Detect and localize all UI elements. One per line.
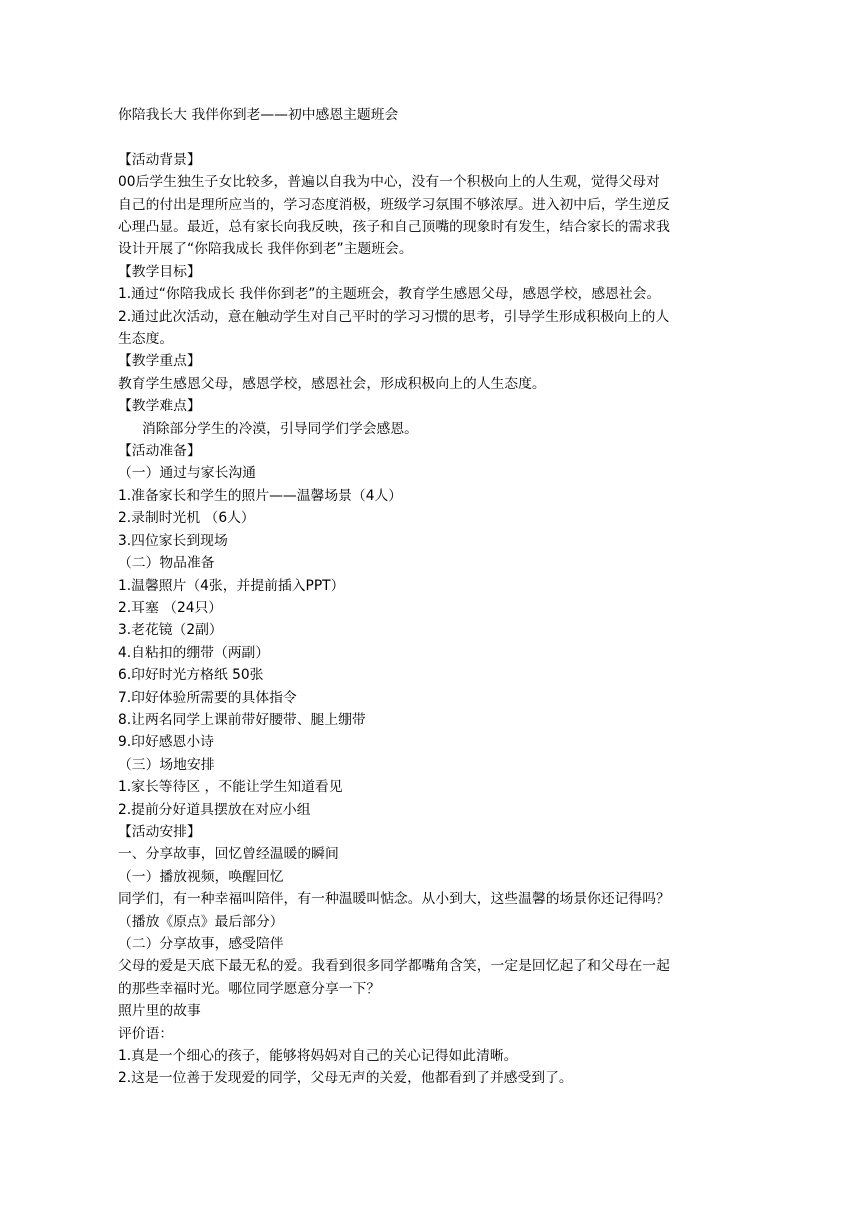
document-title: 你陪我长大 我伴你到老——初中感恩主题班会 bbox=[118, 107, 399, 123]
list-item: 9.印好感恩小诗 bbox=[118, 734, 214, 751]
list-item: 1.真是一个细心的孩子，能够将妈妈对自己的关心记得如此清晰。 bbox=[118, 1048, 518, 1065]
section-heading-preparation: 【活动准备】 bbox=[118, 443, 201, 460]
section-heading-key-points: 【教学重点】 bbox=[118, 353, 201, 370]
list-item: 7.印好体验所需要的具体指令 bbox=[118, 689, 297, 706]
paragraph-line: 心理凸显。最近，总有家长向我反映，孩子和自己顶嘴的现象时有发生，结合家长的需求我 bbox=[118, 219, 670, 236]
subsection-heading: （二）分享故事，感受陪伴 bbox=[118, 936, 284, 953]
paragraph-line: 同学们，有一种幸福叫陪伴，有一种温暖叫惦念。从小到大，这些温馨的场景你还记得吗？ bbox=[118, 891, 670, 908]
paragraph-line: 设计开展了“你陪我成长 我伴你到老”主题班会。 bbox=[118, 241, 413, 258]
section-heading-difficulties: 【教学难点】 bbox=[118, 398, 201, 415]
paragraph-line: 自己的付出是理所应当的，学习态度消极，班级学习氛围不够浓厚。进入初中后，学生逆反 bbox=[118, 196, 670, 213]
paragraph-line: （播放《原点》最后部分） bbox=[118, 913, 284, 930]
blank-line bbox=[118, 126, 742, 148]
list-item: 2.录制时光机 （6人） bbox=[118, 510, 255, 527]
list-item: 4.自粘扣的绷带（两副） bbox=[118, 644, 270, 661]
subsection-heading: （一）播放视频，唤醒回忆 bbox=[118, 868, 284, 885]
list-item: 2.耳塞 （24只） bbox=[118, 599, 223, 616]
paragraph-line: 教育学生感恩父母，感恩学校，感恩社会，形成积极向上的人生态度。 bbox=[118, 375, 546, 392]
paragraph-line: 的那些幸福时光。哪位同学愿意分享一下？ bbox=[118, 980, 381, 997]
paragraph-line: 父母的爱是天底下最无私的爱。我看到很多同学都嘴角含笑，一定是回忆起了和父母在一起 bbox=[118, 958, 670, 975]
section-heading-goals: 【教学目标】 bbox=[118, 263, 201, 280]
list-item: 1.准备家长和学生的照片——温馨场景（4人） bbox=[118, 487, 403, 504]
list-item: 3.老花镜（2副） bbox=[118, 622, 223, 639]
list-item: 3.四位家长到现场 bbox=[118, 532, 228, 549]
subsection-heading: （二）物品准备 bbox=[118, 555, 215, 572]
paragraph-line: 消除部分学生的冷漠，引导同学们学会感恩。 bbox=[142, 420, 418, 437]
list-item-continuation: 生态度。 bbox=[118, 331, 174, 348]
section-heading-background: 【活动背景】 bbox=[118, 151, 201, 168]
document-page bbox=[118, 104, 742, 1090]
subsection-heading: 一、分享故事，回忆曾经温暖的瞬间 bbox=[118, 846, 339, 863]
list-item: 2.通过此次活动，意在触动学生对自己平时的学习习惯的思考，引导学生形成积极向上的人 bbox=[118, 308, 670, 325]
list-item: 1.通过“你陪我成长 我伴你到老”的主题班会，教育学生感恩父母，感恩学校，感恩社会。 bbox=[118, 286, 661, 303]
list-item: 6.印好时光方格纸 50张 bbox=[118, 667, 264, 684]
list-item: 2.这是一位善于发现爱的同学，父母无声的关爱，他都看到了并感受到了。 bbox=[118, 1070, 573, 1087]
section-heading-arrangement: 【活动安排】 bbox=[118, 823, 201, 840]
list-item: 8.让两名同学上课前带好腰带、腿上绷带 bbox=[118, 711, 366, 728]
list-item: 1.温馨照片（4张，并提前插入PPT） bbox=[118, 577, 345, 594]
paragraph-line: 00后学生独生子女比较多，普遍以自我为中心，没有一个积极向上的人生观，觉得父母对 bbox=[118, 174, 660, 191]
subsection-heading: （一）通过与家长沟通 bbox=[118, 465, 256, 482]
subsection-heading: （三）场地安排 bbox=[118, 756, 215, 773]
paragraph-line: 照片里的故事 bbox=[118, 1003, 201, 1020]
list-item: 1.家长等待区 ，不能让学生知道看见 bbox=[118, 779, 343, 796]
list-item: 2.提前分好道具摆放在对应小组 bbox=[118, 801, 311, 818]
paragraph-line: 评价语： bbox=[118, 1025, 174, 1042]
